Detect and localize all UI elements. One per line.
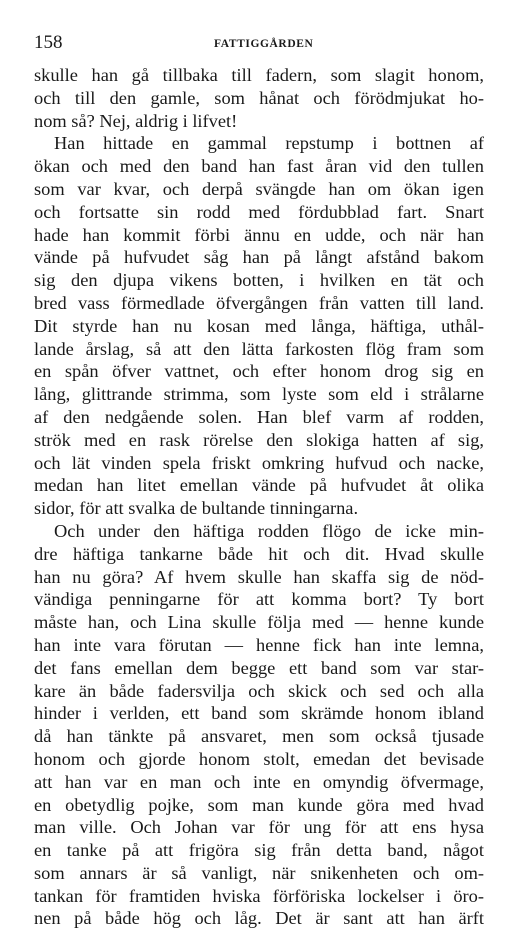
page-header [34,32,484,56]
text-line: som annars är så vanligt, när snikenheten och om- [34,862,484,883]
text-line: som var kvar, och derpå svängde han om ökan igen [34,178,484,199]
text-line: vändiga penningarne för att komma bort? Ty bort [34,589,484,610]
running-title: FATTIGGÅRDEN [214,38,314,50]
text-line: kare än både fadersvilja och skick och sed och alla [34,680,484,701]
text-line: Dit styrde han nu kosan med långa, häftiga, uthål- [34,315,484,336]
text-line: då han tänkte på ansvaret, men som också tjusade [34,726,484,747]
text-line: han inte vara förutan — henne fick han inte lemna, [34,634,484,655]
text-line: det fans emellan dem begge ett band som var star- [34,657,484,678]
text-line: lande årslag, så att den lätta farkosten flög fram som [34,338,484,359]
text-line: sidor, för att svalka de bultande tinningarna. [34,498,359,519]
text-line: skulle han gå tillbaka till fadern, som slagit honom, [34,65,484,85]
text-line: en tanke på att frigöra sig från detta band, något [34,840,484,861]
body-text [34,64,484,930]
text-line: Och under den häftiga rodden flögo de icke min- [54,520,484,541]
text-line: nom så? Nej, aldrig i lifvet! [34,110,238,131]
text-line: att han var en man och inte en omyndig öfvermage, [34,771,484,792]
text-line: vände på hufvudet såg han på långt afstånd bakom [34,247,484,268]
text-line: man ville. Och Johan var för ung för att ens hysa [34,817,484,838]
text-line: nen på både hög och låg. Det är sant att han ärft [34,908,484,929]
text-line: medan han litet emellan vände på hufvudet åt olika [34,475,484,496]
text-line: bred vass förmedlade öfvergången från vatten till land. [34,292,484,313]
text-line: lång, glittrande strimma, som lyste som eld i strålarne [34,384,484,405]
text-line: af den nedgående solen. Han blef varm af rodden, [34,406,484,427]
text-line: hade han kommit förbi ännu en udde, och när han [34,224,484,245]
text-line: han nu göra? Af hvem skulle han skaffa sig de nöd- [34,566,484,587]
text-line: tankan för framtiden hviska förföriska lockelser i öro- [34,885,484,906]
text-line: måste han, och Lina skulle följa med — henne kunde [34,612,484,633]
text-line: dre häftiga tankarne både hit och dit. Hvad skulle [34,543,484,564]
text-line: en obetydlig pojke, som man kunde göra med hvad [34,794,484,815]
text-line: ökan och med den band han fast åran vid den tullen [34,156,484,177]
text-line: och lät vinden spela friskt omkring hufvud och nacke, [34,452,484,473]
text-line: strök med en rask rörelse den slokiga hatten af sig, [34,429,484,450]
text-line: och fortsatte sin rodd med fördubblad fart. Snart [34,201,484,222]
text-line: Han hittade en gammal repstump i bottnen af [54,133,484,154]
text-line: en spån öfver vattnet, och efter honom drog sig en [34,361,484,382]
text-line: sig den djupa vikens botten, i hvilken en tät och [34,270,484,291]
text-line: och till den gamle, som hånat och förödmjukat ho- [34,87,484,108]
text-line: hinder i verlden, ett band som skrämde honom ibland [34,703,484,724]
page-number: 158 [34,32,63,53]
text-line: honom och gjorde honom stolt, emedan det bevisade [34,748,484,769]
